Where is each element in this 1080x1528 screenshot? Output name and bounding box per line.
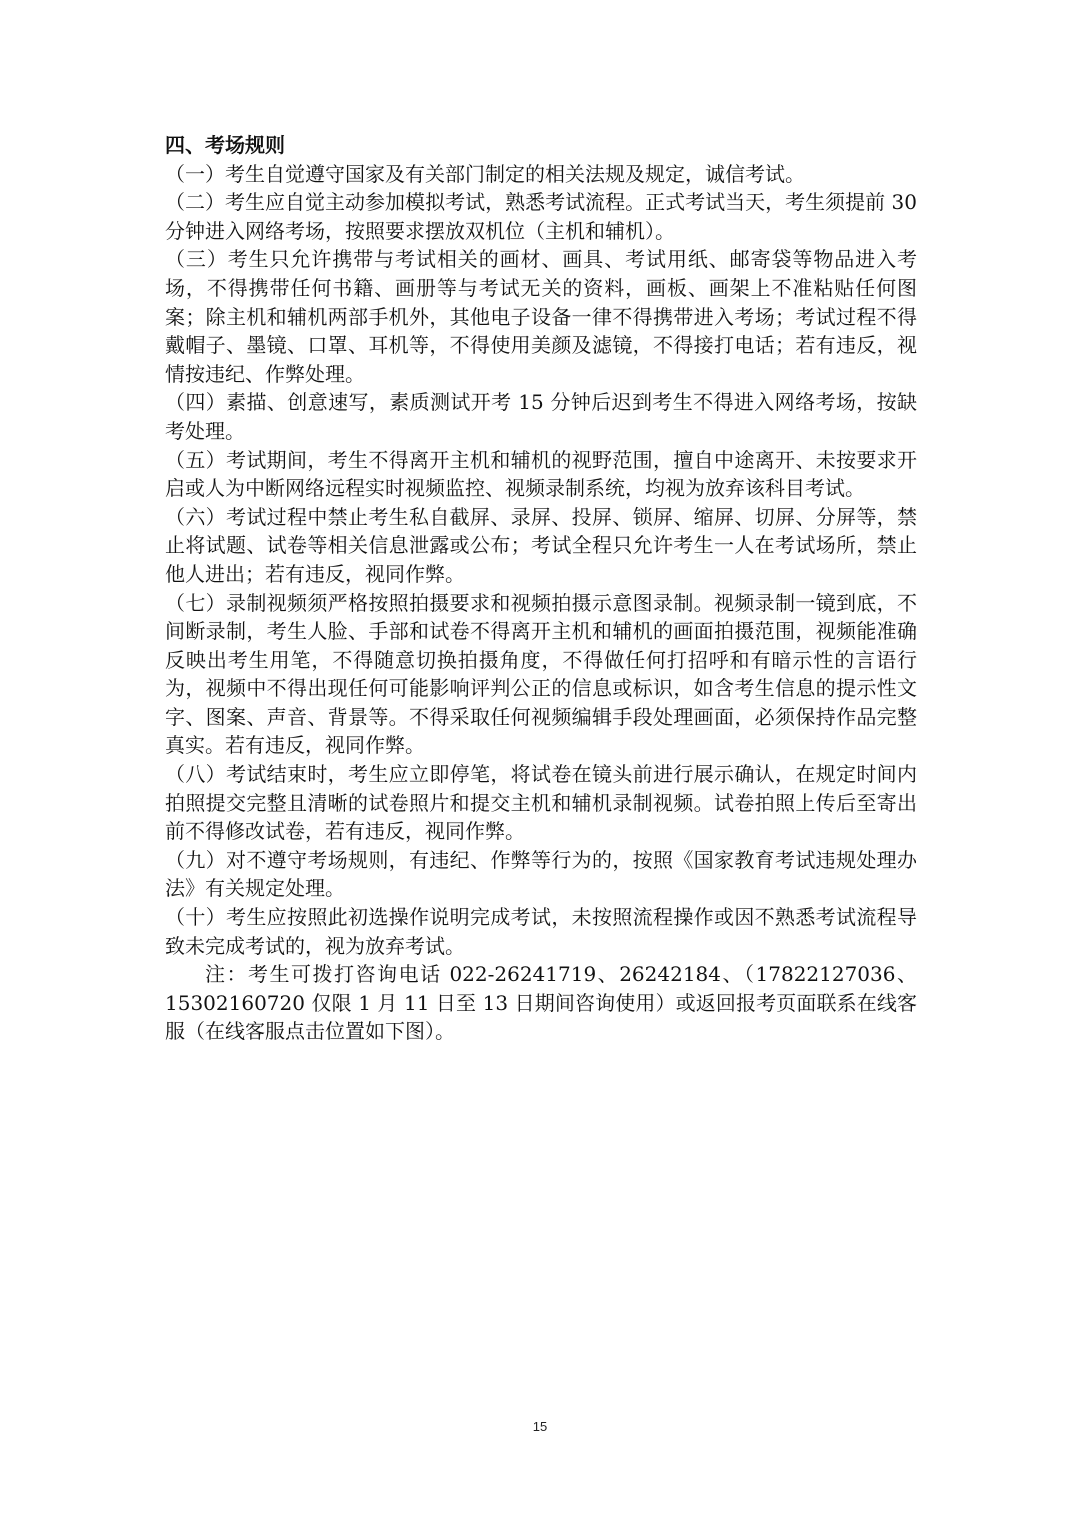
rule-item-5: （五）考试期间，考生不得离开主机和辅机的视野范围，擅自中途离开、未按要求开启或人为中断网络远程实时视频监控、视频录制系统，均视为放弃该科目考试。 <box>165 447 917 501</box>
contact-note: 注：考生可拨打咨询电话 022-26241719、26242184、（17822127036、15302160720 仅限 1 月 11 日至 13 日期间咨询使用）或返回报考页面联系在线客服（在线客服点击位置如下图）。 <box>165 962 917 1044</box>
rule-item-8: （八）考试结束时，考生应立即停笔，将试卷在镜头前进行展示确认，在规定时间内拍照提交完整且清晰的试卷照片和提交主机和辅机录制视频。试卷拍照上传后至寄出前不得修改试卷，若有违反，视同作弊。 <box>165 762 917 844</box>
rule-item-3: （三）考生只允许携带与考试相关的画材、画具、考试用纸、邮寄袋等物品进入考场，不得携带任何书籍、画册等与考试无关的资料，画板、画架上不准粘贴任何图案；除主机和辅机两部手机外，其他电子设备一律不得携带进入考场；考试过程不得戴帽子、墨镜、口罩、耳机等，不得使用美颜及滤镜，不得接打电话；若有违反，视情按违纪、作弊处理。 <box>165 247 917 386</box>
rule-item-7: （七）录制视频须严格按照拍摄要求和视频拍摄示意图录制。视频录制一镜到底，不间断录制，考生人脸、手部和试卷不得离开主机和辅机的画面拍摄范围，视频能准确反映出考生用笔，不得随意切换拍摄角度，不得做任何打招呼和有暗示性的言语行为，视频中不得出现任何可能影响评判公正的信息或标识，如含考生信息的提示性文字、图案、声音、背景等。不得采取任何视频编辑手段处理画面，必须保持作品完整真实。若有违反，视同作弊。 <box>165 590 917 758</box>
page-number: 15 <box>532 1419 548 1434</box>
rule-item-2: （二）考生应自觉主动参加模拟考试，熟悉考试流程。正式考试当天，考生须提前 30 分钟进入网络考场，按照要求摆放双机位（主机和辅机）。 <box>165 190 917 243</box>
section-heading: 四、考场规则 <box>165 133 285 157</box>
rule-item-1: （一）考生自觉遵守国家及有关部门制定的相关法规及规定，诚信考试。 <box>165 161 805 186</box>
rule-item-10: （十）考生应按照此初选操作说明完成考试，未按照流程操作或因不熟悉考试流程导致未完成考试的，视为放弃考试。 <box>165 905 917 958</box>
rule-item-6: （六）考试过程中禁止考生私自截屏、录屏、投屏、锁屏、缩屏、切屏、分屏等，禁止将试题、试卷等相关信息泄露或公布；考试全程只允许考生一人在考试场所，禁止他人进出；若有违反，视同作弊。 <box>165 504 917 586</box>
rule-item-4: （四）素描、创意速写，素质测试开考 15 分钟后迟到考生不得进入网络考场，按缺考处理。 <box>165 390 917 443</box>
rule-item-9: （九）对不遵守考场规则，有违纪、作弊等行为的，按照《国家教育考试违规处理办法》有关规定处理。 <box>165 847 917 901</box>
exam-rules-section <box>165 131 917 1046</box>
